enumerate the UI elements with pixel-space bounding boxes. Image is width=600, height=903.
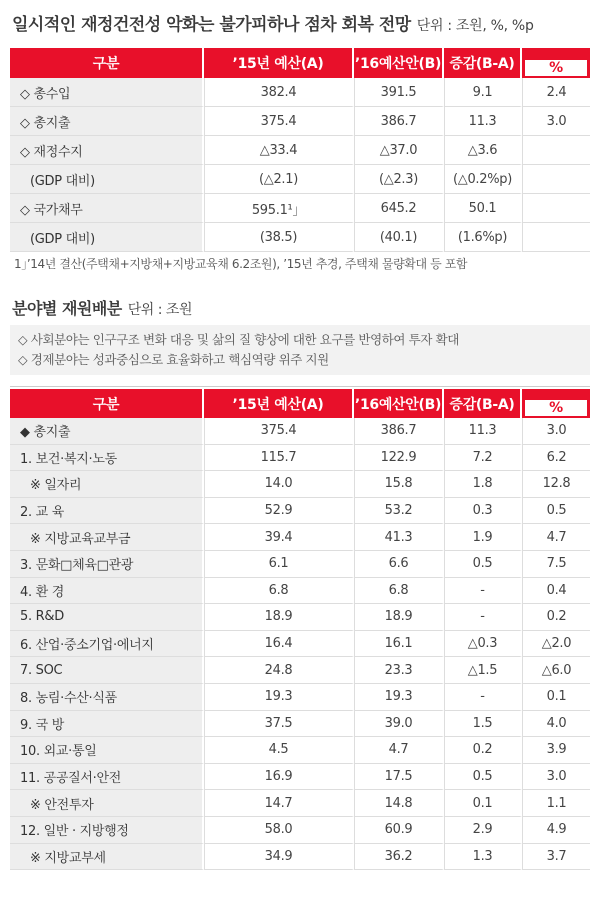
table-row xyxy=(10,604,590,631)
table-header-row xyxy=(10,389,590,418)
cell-2015-budget: 39.4 xyxy=(204,524,354,551)
page-title xyxy=(12,10,534,35)
cell-2016-proposal: 53.2 xyxy=(354,498,444,525)
cell-2016-proposal: △37.0 xyxy=(354,136,444,165)
table-row xyxy=(10,136,590,165)
table-row xyxy=(10,631,590,658)
table-row xyxy=(10,711,590,738)
cell-percent: 3.9 xyxy=(522,737,590,764)
cell-percent: 0.1 xyxy=(522,684,590,711)
col-header-2015-budget: ’15년 예산(A) xyxy=(204,389,354,418)
cell-percent xyxy=(522,165,590,194)
note-item: ◇ 사회분야는 인구구조 변화 대응 및 삶의 질 향상에 대한 요구를 반영하여 투자 확대 xyxy=(18,332,459,347)
col-header-percent xyxy=(522,48,590,78)
cell-percent xyxy=(522,223,590,252)
cell-change: 1.3 xyxy=(444,844,522,871)
col-header-2015-budget: ’15년 예산(A) xyxy=(204,48,354,78)
notes-box xyxy=(10,325,590,375)
cell-percent: 3.0 xyxy=(522,418,590,445)
cell-2016-proposal: 645.2 xyxy=(354,194,444,223)
row-label: 1. 보건·복지·노동 xyxy=(10,445,204,472)
row-label: 12. 일반 · 지방행정 xyxy=(10,817,204,844)
row-label: 3. 문화□체육□관광 xyxy=(10,551,204,578)
cell-2015-budget: 14.0 xyxy=(204,471,354,498)
table-row xyxy=(10,844,590,871)
cell-2016-proposal: 19.3 xyxy=(354,684,444,711)
cell-2015-budget: (△2.1) xyxy=(204,165,354,194)
cell-change: 7.2 xyxy=(444,445,522,472)
cell-change: 50.1 xyxy=(444,194,522,223)
col-header-2016-proposal: ’16예산안(B) xyxy=(354,389,444,418)
cell-percent: 3.7 xyxy=(522,844,590,871)
cell-percent: 3.0 xyxy=(522,107,590,136)
table-row xyxy=(10,471,590,498)
cell-change: 11.3 xyxy=(444,107,522,136)
cell-2016-proposal: 16.1 xyxy=(354,631,444,658)
cell-change: 0.3 xyxy=(444,498,522,525)
cell-percent: 4.9 xyxy=(522,817,590,844)
row-label: 8. 농림·수산·식품 xyxy=(10,684,204,711)
cell-percent: 0.2 xyxy=(522,604,590,631)
cell-percent: 6.2 xyxy=(522,445,590,472)
cell-2016-proposal: (△2.3) xyxy=(354,165,444,194)
col-header-percent-label: % xyxy=(525,400,587,416)
row-label: ◇ 총지출 xyxy=(10,107,204,136)
row-label: ◇ 국가채무 xyxy=(10,194,204,223)
cell-percent: 0.5 xyxy=(522,498,590,525)
cell-2015-budget: 34.9 xyxy=(204,844,354,871)
cell-2015-budget: 16.4 xyxy=(204,631,354,658)
cell-2015-budget: 14.7 xyxy=(204,790,354,817)
row-label: 9. 국 방 xyxy=(10,711,204,738)
allocation-table xyxy=(10,389,590,870)
cell-2015-budget: 115.7 xyxy=(204,445,354,472)
cell-2015-budget: 4.5 xyxy=(204,737,354,764)
cell-change: 1.9 xyxy=(444,524,522,551)
note-item: ◇ 경제분야는 성과중심으로 효율화하고 핵심역량 위주 지원 xyxy=(18,352,329,367)
cell-2016-proposal: 386.7 xyxy=(354,418,444,445)
col-header-change: 증감(B-A) xyxy=(444,389,522,418)
table-row xyxy=(10,578,590,605)
cell-2016-proposal: 17.5 xyxy=(354,764,444,791)
cell-percent: 0.4 xyxy=(522,578,590,605)
table-row xyxy=(10,194,590,223)
col-header-2016-proposal: ’16예산안(B) xyxy=(354,48,444,78)
cell-change: 9.1 xyxy=(444,78,522,107)
cell-change: 2.9 xyxy=(444,817,522,844)
cell-change: 0.2 xyxy=(444,737,522,764)
table-row xyxy=(10,418,590,445)
cell-change: △3.6 xyxy=(444,136,522,165)
table-row xyxy=(10,790,590,817)
table-row xyxy=(10,445,590,472)
cell-percent xyxy=(522,136,590,165)
table-row xyxy=(10,657,590,684)
section-title xyxy=(12,296,192,319)
cell-change: △1.5 xyxy=(444,657,522,684)
row-label: 10. 외교·통일 xyxy=(10,737,204,764)
cell-2016-proposal: 6.6 xyxy=(354,551,444,578)
cell-2016-proposal: 391.5 xyxy=(354,78,444,107)
cell-percent: 12.8 xyxy=(522,471,590,498)
cell-2015-budget: 6.1 xyxy=(204,551,354,578)
cell-2015-budget: 382.4 xyxy=(204,78,354,107)
cell-2016-proposal: 18.9 xyxy=(354,604,444,631)
table-row xyxy=(10,817,590,844)
cell-2015-budget: 18.9 xyxy=(204,604,354,631)
cell-change: △0.3 xyxy=(444,631,522,658)
footnote: 1」’14년 결산(주택채+지방채+지방교육채 6.2조원), ’15년 추경, 주택채 물량확대 등 포함 xyxy=(14,257,468,271)
cell-change: 1.5 xyxy=(444,711,522,738)
cell-2015-budget: 375.4 xyxy=(204,107,354,136)
row-label: ※ 일자리 xyxy=(10,471,204,498)
cell-2016-proposal: 386.7 xyxy=(354,107,444,136)
cell-2016-proposal: 6.8 xyxy=(354,578,444,605)
cell-2016-proposal: 14.8 xyxy=(354,790,444,817)
row-label: 2. 교 육 xyxy=(10,498,204,525)
cell-2015-budget: 58.0 xyxy=(204,817,354,844)
row-label: (GDP 대비) xyxy=(10,165,204,194)
table-header-row xyxy=(10,48,590,78)
row-label: ◆ 총지출 xyxy=(10,418,204,445)
cell-2015-budget: 24.8 xyxy=(204,657,354,684)
cell-2015-budget: 375.4 xyxy=(204,418,354,445)
cell-2016-proposal: 23.3 xyxy=(354,657,444,684)
row-label: ※ 안전투자 xyxy=(10,790,204,817)
row-label: 7. SOC xyxy=(10,657,204,684)
cell-2016-proposal: 39.0 xyxy=(354,711,444,738)
divider xyxy=(10,386,590,387)
row-label: ※ 지방교육교부금 xyxy=(10,524,204,551)
cell-2015-budget: 595.1¹」 xyxy=(204,194,354,223)
cell-2016-proposal: (40.1) xyxy=(354,223,444,252)
cell-percent: 3.0 xyxy=(522,764,590,791)
cell-change: - xyxy=(444,604,522,631)
cell-2016-proposal: 122.9 xyxy=(354,445,444,472)
cell-change: - xyxy=(444,684,522,711)
row-label: 11. 공공질서·안전 xyxy=(10,764,204,791)
cell-2015-budget: △33.4 xyxy=(204,136,354,165)
col-header-percent-label: % xyxy=(525,60,587,76)
cell-2016-proposal: 15.8 xyxy=(354,471,444,498)
cell-percent xyxy=(522,194,590,223)
row-label: ※ 지방교부세 xyxy=(10,844,204,871)
row-label: ◇ 재정수지 xyxy=(10,136,204,165)
col-header-category: 구분 xyxy=(10,48,204,78)
cell-2016-proposal: 4.7 xyxy=(354,737,444,764)
table-row xyxy=(10,78,590,107)
fiscal-summary-table xyxy=(10,48,590,252)
cell-change: 0.1 xyxy=(444,790,522,817)
page-title-text: 일시적인 재정건전성 악화는 불가피하나 점차 회복 전망 xyxy=(12,15,411,35)
cell-change: - xyxy=(444,578,522,605)
cell-percent: △2.0 xyxy=(522,631,590,658)
cell-2015-budget: 6.8 xyxy=(204,578,354,605)
table-row xyxy=(10,764,590,791)
cell-2015-budget: 19.3 xyxy=(204,684,354,711)
cell-percent: 7.5 xyxy=(522,551,590,578)
section-title-text: 분야별 재원배분 xyxy=(12,299,122,318)
cell-percent: 4.0 xyxy=(522,711,590,738)
table-row xyxy=(10,165,590,194)
cell-percent: 1.1 xyxy=(522,790,590,817)
cell-2015-budget: (38.5) xyxy=(204,223,354,252)
table-row xyxy=(10,223,590,252)
row-label: ◇ 총수입 xyxy=(10,78,204,107)
cell-2016-proposal: 36.2 xyxy=(354,844,444,871)
cell-percent: 2.4 xyxy=(522,78,590,107)
cell-2015-budget: 16.9 xyxy=(204,764,354,791)
col-header-change: 증감(B-A) xyxy=(444,48,522,78)
table-row xyxy=(10,684,590,711)
cell-2016-proposal: 41.3 xyxy=(354,524,444,551)
cell-2016-proposal: 60.9 xyxy=(354,817,444,844)
row-label: (GDP 대비) xyxy=(10,223,204,252)
cell-change: (△0.2%p) xyxy=(444,165,522,194)
table-row xyxy=(10,551,590,578)
cell-percent: △6.0 xyxy=(522,657,590,684)
row-label: 4. 환 경 xyxy=(10,578,204,605)
page-title-unit: 단위 : 조원, %, %p xyxy=(416,18,534,34)
cell-change: 0.5 xyxy=(444,764,522,791)
cell-change: 11.3 xyxy=(444,418,522,445)
table-row xyxy=(10,737,590,764)
section-unit: 단위 : 조원 xyxy=(127,302,192,318)
cell-2015-budget: 37.5 xyxy=(204,711,354,738)
table-row xyxy=(10,107,590,136)
cell-change: 0.5 xyxy=(444,551,522,578)
col-header-percent xyxy=(522,389,590,418)
cell-change: 1.8 xyxy=(444,471,522,498)
col-header-category: 구분 xyxy=(10,389,204,418)
table-row xyxy=(10,498,590,525)
cell-2015-budget: 52.9 xyxy=(204,498,354,525)
row-label: 6. 산업·중소기업·에너지 xyxy=(10,631,204,658)
cell-percent: 4.7 xyxy=(522,524,590,551)
row-label: 5. R&D xyxy=(10,604,204,631)
table-row xyxy=(10,524,590,551)
cell-change: (1.6%p) xyxy=(444,223,522,252)
